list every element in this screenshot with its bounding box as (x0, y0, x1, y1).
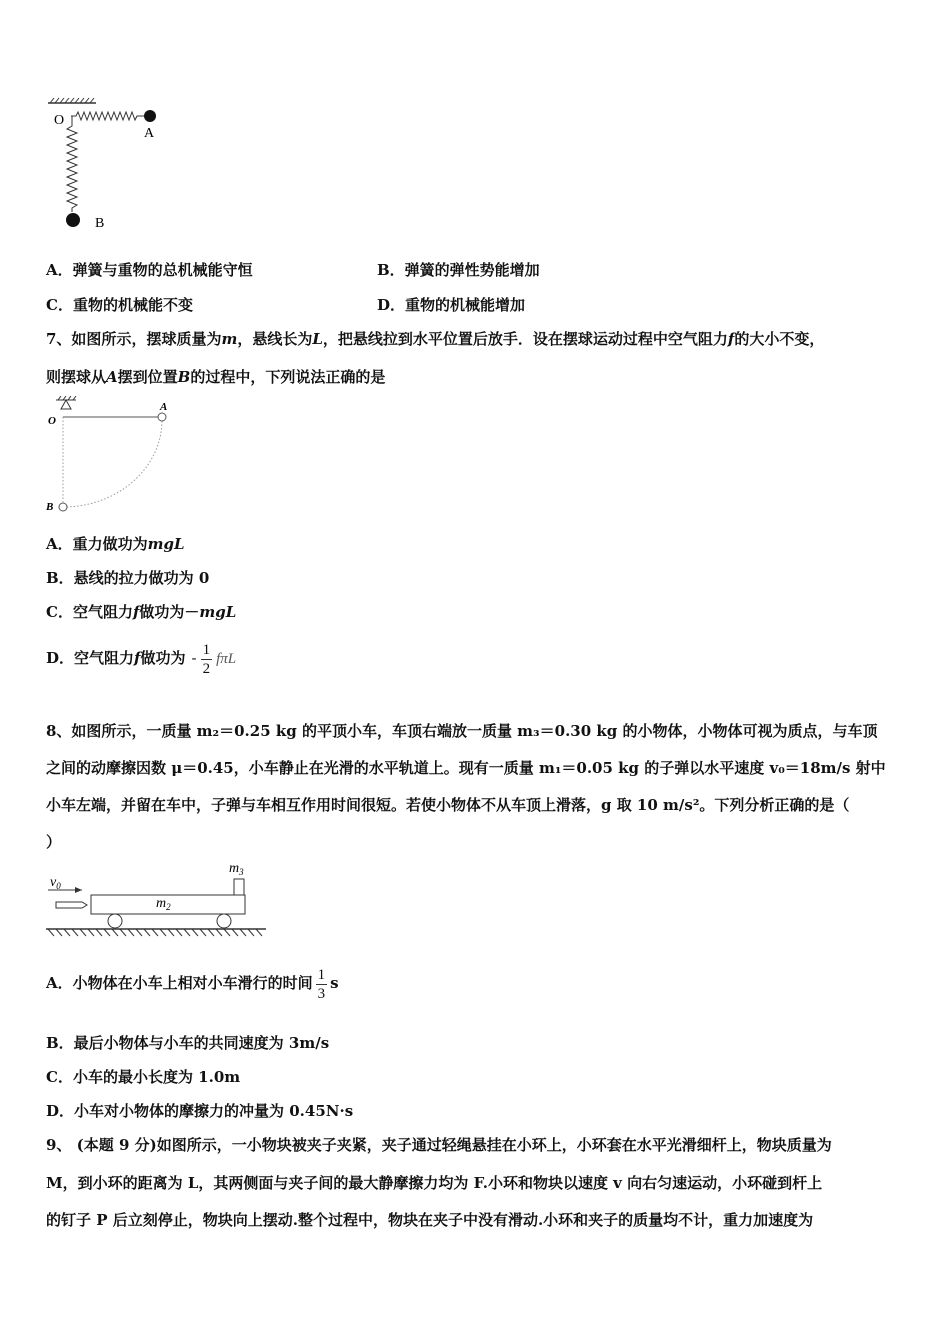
q6-option-d: D．重物的机械能增加 (377, 296, 526, 314)
q8-option-a: A．小物体在小车上相对小车滑行的时间 $\frac{1}{3}$ s (46, 966, 339, 1002)
svg-text:m3 (229, 861, 244, 877)
q6-option-b: B．弹簧的弹性势能增加 (377, 261, 540, 279)
pendulum-figure (44, 396, 174, 516)
v0-sub: 0 (56, 881, 61, 891)
label-a: A (144, 126, 155, 141)
m2-label: m (156, 896, 167, 911)
q8-option-c: C．小车的最小长度为 1.0m (46, 1068, 241, 1086)
q6-option-c: C．重物的机械能不变 (46, 296, 193, 314)
q7-option-c: C．空气阻力f做功为－mgL (46, 603, 237, 621)
q8-stem-line3: 小车左端，并留在车中，子弹与车相互作用时间很短。若使小物体不从车顶上滑落，g 取 10 m/s²。下列分析正确的是（ (46, 796, 850, 814)
pendulum-label-o: O (48, 415, 56, 427)
q7-stem-line1: 7、如图所示，摆球质量为m，悬线长为L，把悬线拉到水平位置后放手．设在摆球运动过程中空气阻力f的大小不变， (46, 330, 825, 348)
q8-stem-line2: 之间的动摩擦因数 μ＝0.45，小车静止在光滑的水平轨道上。现有一质量 m₁＝0.05 kg 的子弹以水平速度 v₀＝18m/s 射中 (46, 759, 886, 777)
q9-stem-line3: 的钉子 P 后立刻停止，物块向上摆动.整个过程中，物块在夹子中没有滑动.小环和夹子的质量均不计，重力加速度为 (46, 1211, 814, 1229)
pendulum-label-a: A (160, 401, 168, 413)
m2-sub: 2 (166, 902, 171, 912)
pendulum-label-b: B (46, 501, 54, 513)
spring-figure (44, 96, 174, 236)
q9-stem-line1: 9、 (本题 9 分)如图所示，一小物块被夹子夹紧，夹子通过轻绳悬挂在小环上，小环套在水平光滑细杆上，物块质量为 (46, 1136, 832, 1154)
label-o: O (54, 113, 65, 128)
q7-option-b: B．悬线的拉力做功为 0 (46, 569, 210, 587)
q8-stem-line4: ） (46, 833, 62, 851)
svg-text:v0 (50, 875, 61, 891)
q7-option-d: D．空气阻力f做功为 - $\frac{1}{2}$ fπL (46, 641, 237, 677)
m3-sub: 3 (239, 867, 244, 877)
m3-label: m (229, 861, 240, 876)
q8-option-b: B．最后小物体与小车的共同速度为 3m/s (46, 1034, 330, 1052)
q7-option-a: A．重力做功为mgL (46, 535, 185, 553)
q9-stem-line2: M，到小环的距离为 L，其两侧面与夹子间的最大静摩擦力均为 F.小环和物块以速度 v 向右匀速运动，小环碰到杆上 (46, 1174, 823, 1192)
q8-stem-line1: 8、如图所示，一质量 m₂＝0.25 kg 的平顶小车，车顶右端放一质量 m₃＝0.30 kg 的小物体，小物体可视为质点，与车顶 (46, 722, 878, 740)
cart-figure (44, 856, 272, 940)
v0-label: v (50, 875, 57, 890)
q7-stem-line2: 则摆球从A摆到位置B的过程中，下列说法正确的是 (46, 368, 386, 386)
label-b: B (95, 216, 105, 231)
q6-option-a: A．弹簧与重物的总机械能守恒 (46, 261, 253, 279)
q8-option-d: D．小车对小物体的摩擦力的冲量为 0.45N·s (46, 1102, 354, 1120)
